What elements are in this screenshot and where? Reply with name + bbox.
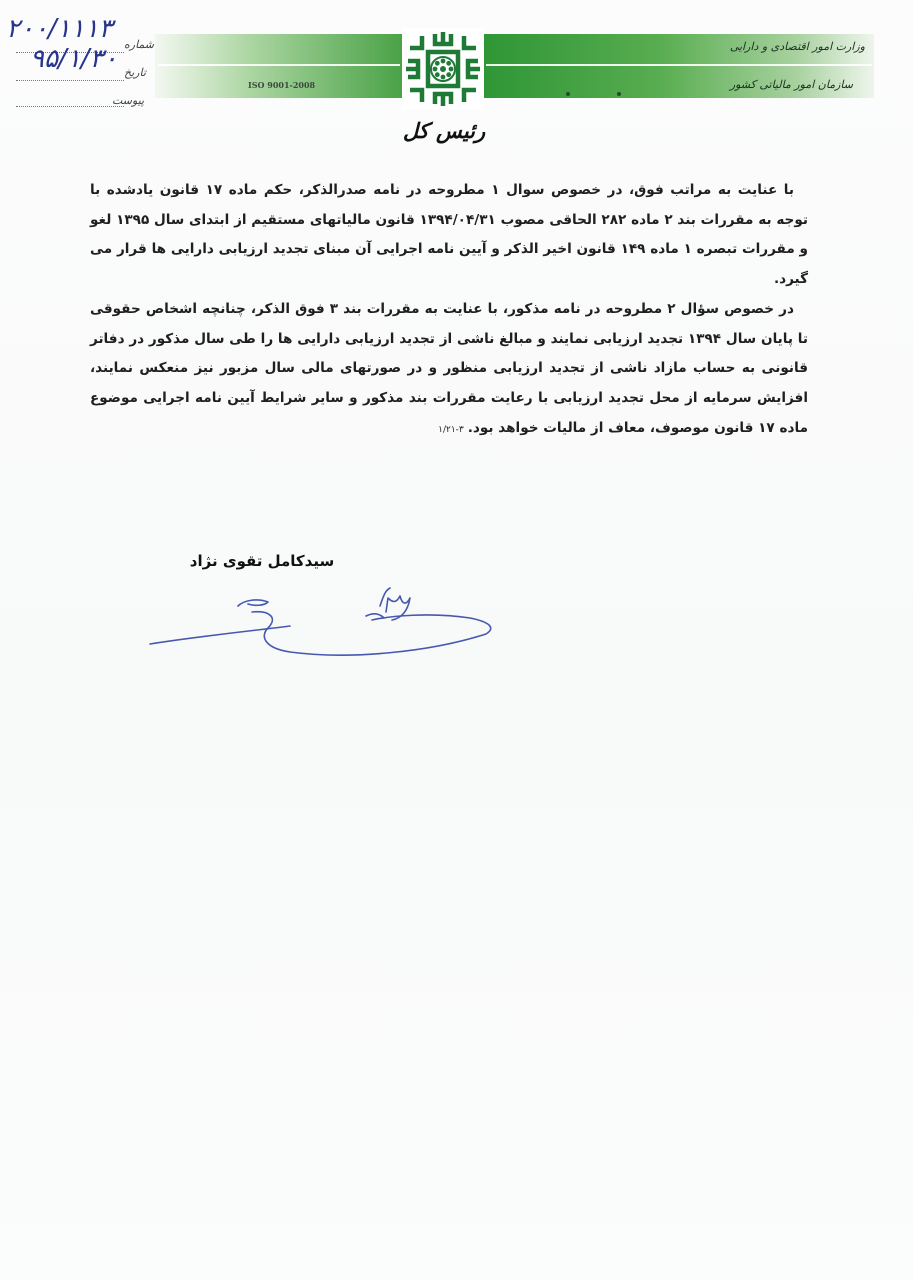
attachment-line <box>16 106 124 107</box>
body-paragraph-text: در خصوص سؤال ۲ مطروحه در نامه مذکور، با عنایت به مقررات بند ۳ فوق الذکر، چنانچه اشخاص حقوقی تا پایان سال ۱۳۹۴ تجدید ارزیابی نمایند و مبالغ ناشی از تجدید ارزیابی دارایی ها را طی سال مذکور در دفاتر قانونی به حساب مازاد ناشی از تجدید ارزیابی منظور و در صورتهای مالی سال مزبور نیز منعکس نمایند، افزایش سرمایه از محل تجدید ارزیابی با رعایت مقررات بند مذکور و سایر شرایط آیین نامه اجرایی موضوع ماده ۱۷ قانون موصوف، معاف از مالیات خواهد بود. <box>90 300 808 436</box>
number-label: شماره <box>124 38 155 51</box>
date-line <box>16 80 124 81</box>
band-dot <box>617 92 621 96</box>
organization-emblem-icon <box>402 28 484 110</box>
ministry-name: وزارت امور اقتصادی و دارایی <box>729 40 865 53</box>
header-band-line <box>486 64 872 66</box>
body-paragraph <box>90 295 808 446</box>
date-value: ۹۵/۱/۳۰ <box>30 44 118 74</box>
handwritten-signature-icon <box>140 582 500 672</box>
iso-certificate-label: ISO 9001-2008 <box>248 80 316 90</box>
date-label: تاریخ <box>124 66 146 79</box>
organization-name: سازمان امور مالیاتی کشور <box>729 78 853 91</box>
reference-code: ۳-۱/۲۱ <box>438 424 464 435</box>
band-dot <box>566 92 570 96</box>
attachment-label: پیوست <box>112 94 145 107</box>
header-band-line <box>158 64 400 66</box>
signer-name: سیدکامل تقوی نژاد <box>189 552 335 570</box>
letter-title: رئیس کل <box>402 118 486 143</box>
letter-body <box>90 176 808 445</box>
number-value: ۲۰۰/۱۱۱۳ <box>6 14 113 44</box>
body-paragraph: با عنایت به مراتب فوق، در خصوص سوال ۱ مطروحه در نامه صدرالذکر، حکم ماده ۱۷ قانون یادشده با توجه به مقررات بند ۲ ماده ۲۸۲ الحاقی مصوب ۱۳۹۴/۰۴/۳۱ قانون مالیاتهای مستقیم از ابتدای سال ۱۳۹۵ لغو و مقررات تبصره ۱ ماده ۱۴۹ قانون اخیر الذکر و آیین نامه اجرایی آن مبنای تجدید ارزیابی دارایی ها قرار می گیرد. <box>90 182 808 288</box>
